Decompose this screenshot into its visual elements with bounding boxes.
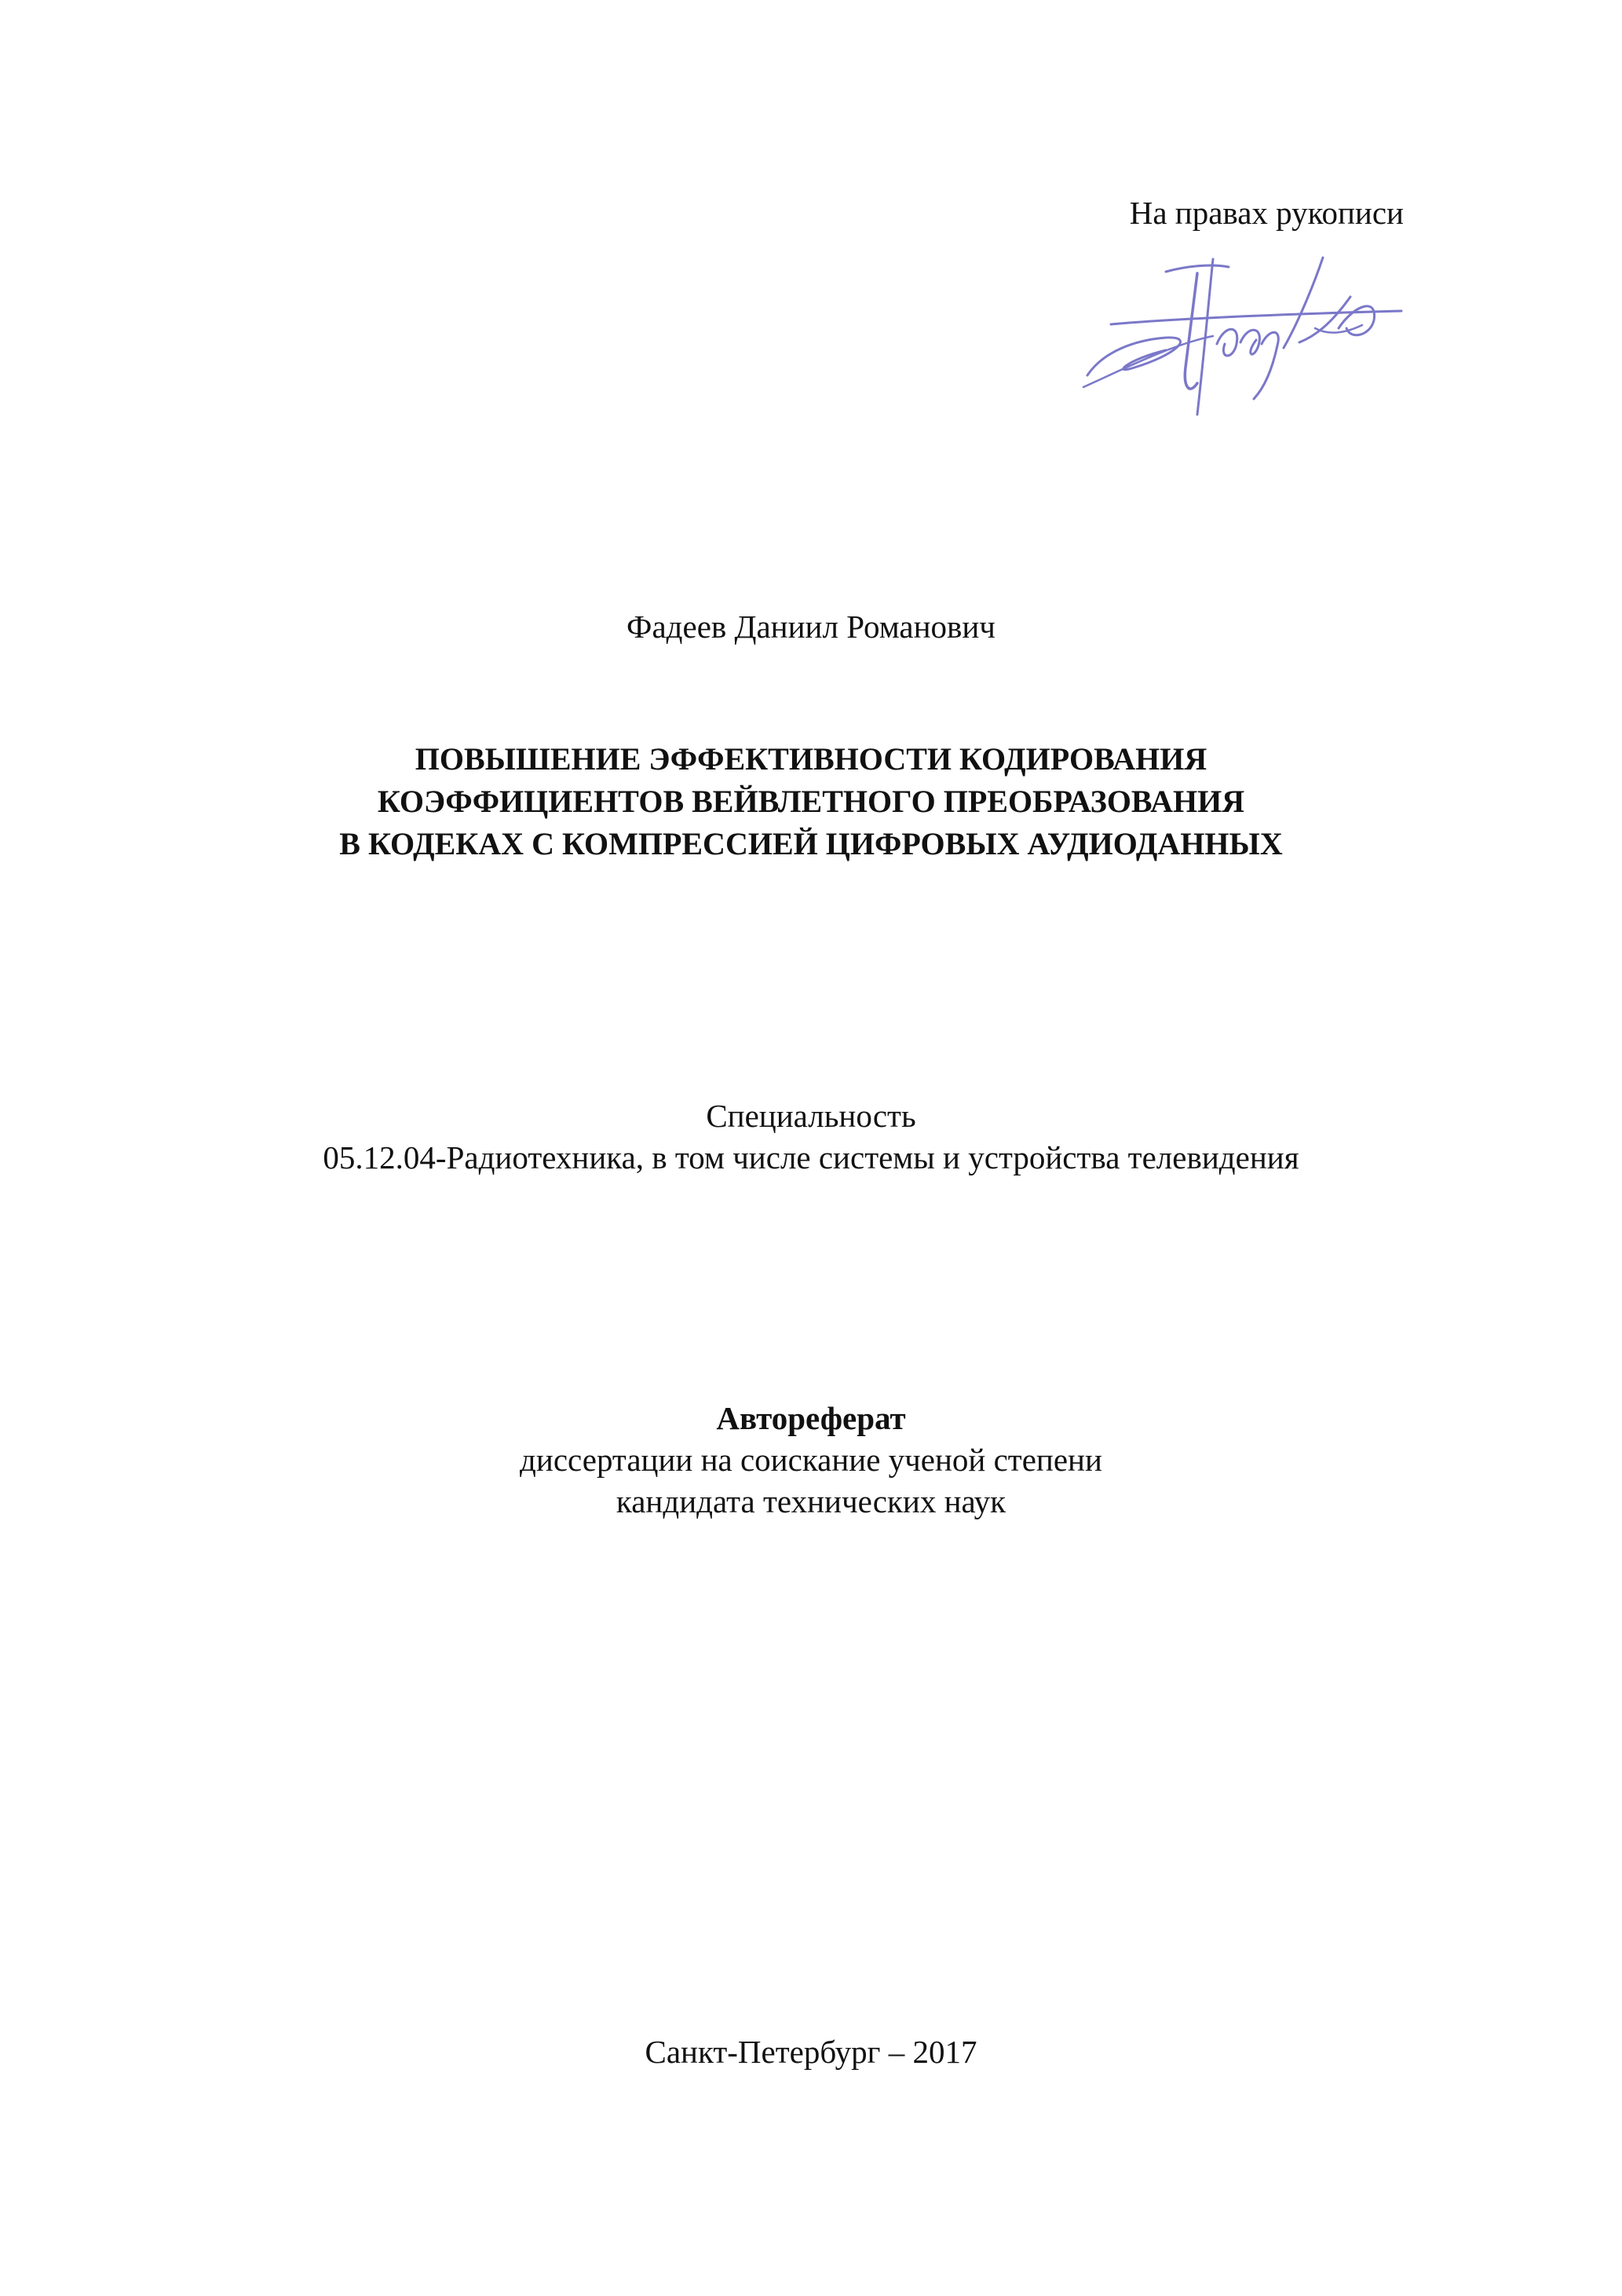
specialty-label: Специальность [706,1098,916,1134]
abstract-line-2: кандидата технических наук [616,1483,1006,1519]
author-name: Фадеев Даниил Романович [627,609,995,645]
abstract-heading: Автореферат [716,1400,906,1436]
signature-icon [1080,250,1409,422]
city-year: Санкт-Петербург – 2017 [645,2034,977,2070]
specialty-block [0,1095,1622,1179]
title-line-3: В КОДЕКАХ С КОМПРЕССИЕЙ ЦИФРОВЫХ АУДИОДАННЫХ [339,826,1283,861]
abstract-line-1: диссертации на соискание ученой степени [520,1442,1102,1478]
specialty-code: 05.12.04-Радиотехника, в том числе системы и устройства телевидения [323,1139,1299,1175]
abstract-block [0,1398,1622,1523]
title-line-1: ПОВЫШЕНИЕ ЭФФЕКТИВНОСТИ КОДИРОВАНИЯ [415,741,1207,777]
dissertation-title [0,738,1622,865]
manuscript-rights-note: На правах рукописи [1129,195,1404,231]
title-line-2: КОЭФФИЦИЕНТОВ ВЕЙВЛЕТНОГО ПРЕОБРАЗОВАНИЯ [377,784,1245,819]
